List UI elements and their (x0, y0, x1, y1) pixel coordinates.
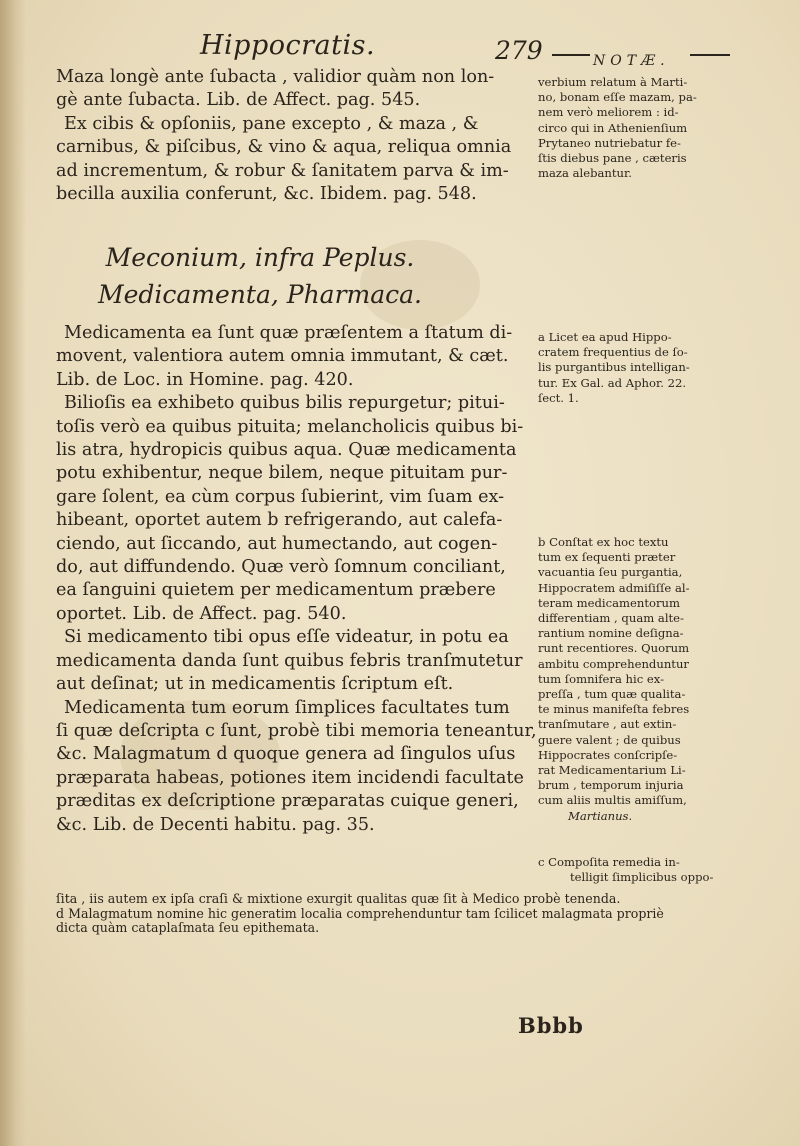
section-heading: Meconium, infra Peplus. (105, 243, 415, 272)
text-line: ad incrementum, & robur & ſanitatem parva & im- (56, 160, 509, 181)
header-rule-left (552, 54, 590, 56)
note-line: Prytaneo nutriebatur fe- (538, 135, 681, 150)
note-line: tum ex ſequenti præter (538, 550, 676, 565)
text-line: præditas ex deſcriptione præparatas cuique generi, (56, 791, 519, 812)
text-line: hibeant, oportet autem b refrigerando, aut calefa- (56, 510, 503, 531)
text-line: potu exhibentur, neque bilem, neque pituitam pur- (56, 463, 508, 484)
footnotes (56, 892, 736, 936)
note-line: ſtis diebus pane , cæteris (538, 151, 687, 166)
text-line: ciendo, aut ſiccando, aut humectando, aut cogen- (56, 533, 498, 554)
text-line: gare ſolent, ea cùm corpus ſubierint, vim ſuam ex- (56, 486, 505, 507)
note-line: runt recentiores. Quorum (538, 641, 690, 656)
note-line: cum aliis multis amiſſum, (538, 793, 687, 808)
text-line: gè ante ſubacta. Lib. de Affect. pag. 545. (56, 90, 421, 111)
note-line: tur. Ex Gal. ad Aphor. 22. (538, 375, 687, 390)
note-line: no, bonam eſſe mazam, pa- (538, 90, 697, 105)
note-line: tranſmutare , aut extin- (538, 717, 677, 732)
note-line: Martianus. (568, 808, 633, 823)
text-line: Ex cibis & opſoniis, pane excepto , & maza , & (64, 113, 479, 134)
marginal-notes (538, 75, 788, 181)
marginal-note-b (538, 535, 788, 824)
text-line: do, aut diffundendo. Quæ verò ſomnum conciliant, (56, 557, 506, 578)
page-number: 279 (495, 36, 543, 65)
text-line: movent, valentiora autem omnia immutant, & cæt. (56, 346, 509, 367)
note-line: telligit ſimplicibus oppo- (570, 870, 714, 885)
text-line: ſi quæ deſcripta c ſunt, probè tibi memoria teneantur, (56, 720, 537, 741)
note-line: circo qui in Athenienſium (538, 120, 688, 135)
text-line: Medicamenta ea ſunt quæ præſentem a ſtatum di- (64, 323, 513, 343)
note-line: tum ſomnifera hic ex- (538, 671, 665, 686)
note-line: preſſa , tum quæ qualita- (538, 687, 686, 702)
notes-header: NOTÆ. (593, 53, 670, 69)
note-line: cratem frequentius de ſo- (538, 345, 688, 360)
marginal-note-a (538, 330, 788, 406)
footnote-line: d Malagmatum nomine hic generatim localia comprehenduntur tam ſcilicet malagmata propriè (56, 905, 664, 921)
text-line: &c. Malagmatum d quoque genera ad ſingulos uſus (56, 744, 516, 765)
text-line: medicamenta danda ſunt quibus febris tranſmutetur (56, 650, 523, 671)
footnote-line: dicta quàm cataplaſmata ſeu epithemata. (56, 920, 320, 936)
note-line: differentiam , quam alte- (538, 611, 684, 626)
note-line: ambitu comprehenduntur (538, 656, 689, 671)
main-text-column (56, 322, 537, 837)
marginal-note-c (538, 855, 788, 885)
note-line: b Conſtat ex hoc textu (538, 535, 669, 549)
note-line: lis purgantibus intelligan- (538, 360, 690, 375)
text-line: lis atra, hydropicis quibus aqua. Quæ medicamenta (56, 440, 517, 461)
text-line: Lib. de Loc. in Homine. pag. 420. (56, 369, 354, 390)
text-line: oportet. Lib. de Affect. pag. 540. (56, 603, 347, 624)
text-line: &c. Lib. de Decenti habitu. pag. 35. (56, 814, 375, 835)
text-line: Medicamenta tum eorum ſimplices facultates tum (64, 697, 510, 718)
note-line: Hippocratem admiſiſſe al- (538, 580, 690, 595)
note-line: verbium relatum à Marti- (538, 75, 688, 89)
note-line: a Licet ea apud Hippo- (538, 330, 672, 344)
text-line: Maza longè ante ſubacta , validior quàm non lon- (56, 67, 495, 87)
note-line: rat Medicamentarium Li- (538, 763, 686, 778)
note-line: vacuantia ſeu purgantia, (538, 565, 683, 580)
note-line: nem verò meliorem : id- (538, 105, 679, 120)
note-line: brum , temporum injuria (538, 778, 684, 793)
text-line: Bilioſis ea exhibeto quibus bilis repurgetur; pitui- (64, 393, 505, 414)
note-line: te minus manifeſta febres (538, 702, 690, 717)
text-line: becilla auxilia conferunt, &c. Ibidem. pag. 548. (56, 184, 477, 205)
text-line: aut deſinat; ut in medicamentis ſcriptum eſt. (56, 674, 454, 695)
signature-mark: Bbbb (518, 1013, 584, 1038)
note-line: ſect. 1. (538, 390, 579, 405)
header-rule-right (690, 54, 730, 56)
running-title: Hippocratis. (200, 30, 376, 61)
note-line: guere valent ; de quibus (538, 732, 681, 747)
text-line: Si medicamento tibi opus eſſe videatur, in potu ea (64, 627, 509, 648)
text-line: ea ſanguini quietem per medicamentum præbere (56, 580, 496, 601)
section-heading: Medicamenta, Pharmaca. (98, 280, 422, 309)
text-line: carnibus, & piſcibus, & vino & aqua, reliqua omnia (56, 137, 512, 158)
note-line: rantium nomine deſigna- (538, 626, 684, 641)
page-gutter (0, 0, 26, 1146)
footnote-line: ſita , iis autem ex ipſa craſi & mixtione exurgit qualitas quæ ſit à Medico probè tenenda. (56, 891, 621, 906)
main-text-column (56, 66, 518, 206)
text-line: toſis verò ea quibus pituita; melancholicis quibus bi- (56, 416, 524, 437)
note-line: c Compoſita remedia in- (538, 855, 680, 869)
note-line: maza alebantur. (538, 166, 632, 181)
note-line: teram medicamentorum (538, 595, 681, 610)
note-line: Hippocrates conſcripſe- (538, 747, 678, 762)
text-line: præparata habeas, potiones item incidendi facultate (56, 767, 524, 788)
